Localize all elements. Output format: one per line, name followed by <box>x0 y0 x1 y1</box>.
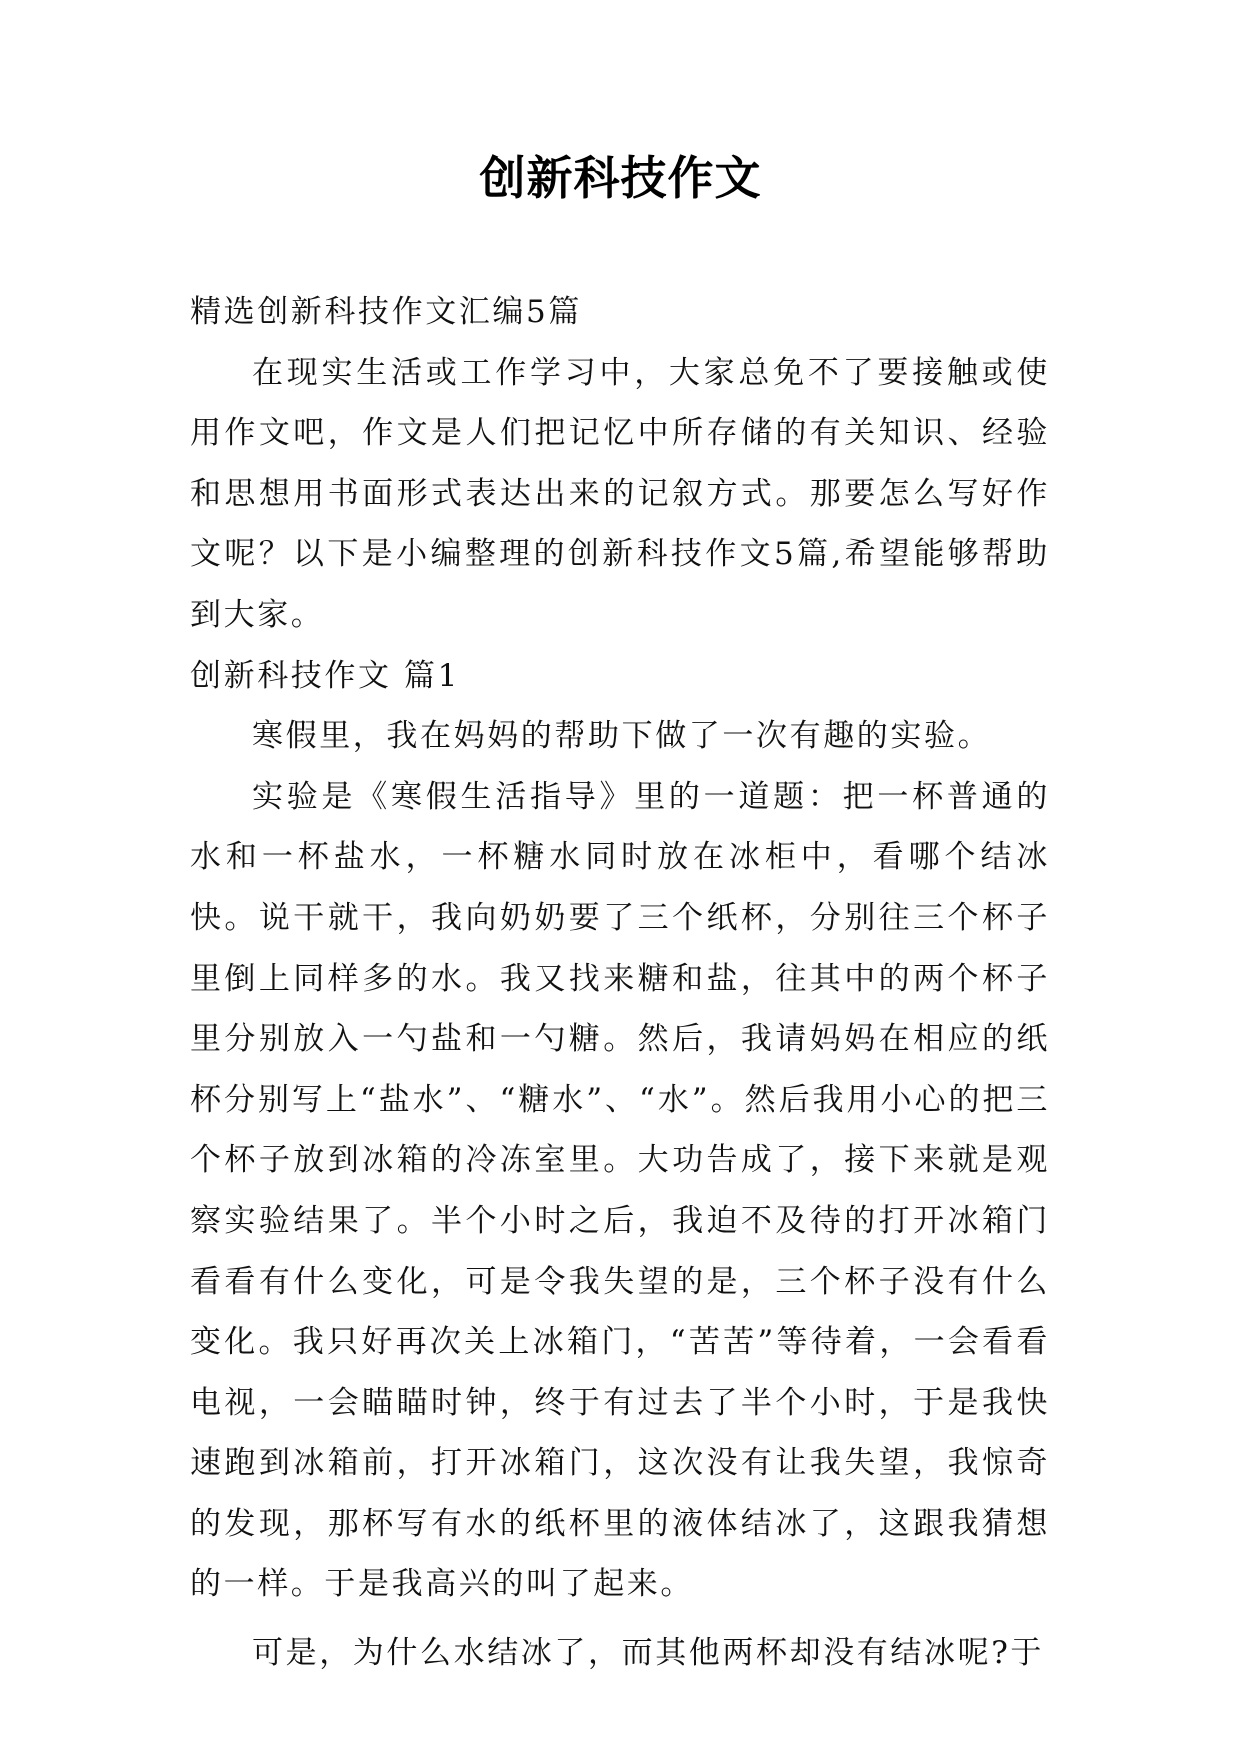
document-body <box>190 282 1050 1684</box>
intro-paragraph: 在现实生活或工作学习中，大家总免不了要接触或使用作文吧，作文是人们把记忆中所存储的有关知识、经验和思想用书面形式表达出来的记叙方式。那要怎么写好作文呢？以下是小编整理的创新科技作文5篇,希望能够帮助到大家。 <box>190 354 1050 633</box>
body-paragraph-1: 寒假里，我在妈妈的帮助下做了一次有趣的实验。 <box>252 718 992 755</box>
section-heading: 创新科技作文 篇1 <box>190 657 460 694</box>
document-title: 创新科技作文 <box>479 151 762 205</box>
body-paragraph-2: 实验是《寒假生活指导》里的一道题：把一杯普通的水和一杯盐水，一杯糖水同时放在冰柜中，看哪个结冰快。说干就干，我向奶奶要了三个纸杯，分别往三个杯子里倒上同样多的水。我又找来糖和盐，往其中的两个杯子里分别放入一勺盐和一勺糖。然后，我请妈妈在相应的纸杯分别写上“盐水”、“糖水”、“水”。然后我用小心的把三个杯子放到冰箱的冷冻室里。大功告成了，接下来就是观察实验结果了。半个小时之后，我迫不及待的打开冰箱门看看有什么变化，可是令我失望的是，三个杯子没有什么变化。我只好再次关上冰箱门，“苦苦”等待着，一会看看电视，一会瞄瞄时钟，终于有过去了半个小时，于是我快速跑到冰箱前，打开冰箱门，这次没有让我失望，我惊奇的发现，那杯写有水的纸杯里的液体结冰了，这跟我猜想的一样。于是我高兴的叫了起来。 <box>190 778 1050 1603</box>
document-subtitle: 精选创新科技作文汇编5篇 <box>190 294 582 330</box>
body-paragraph-3: 可是，为什么水结冰了，而其他两杯却没有结冰呢?于 <box>252 1635 1045 1672</box>
